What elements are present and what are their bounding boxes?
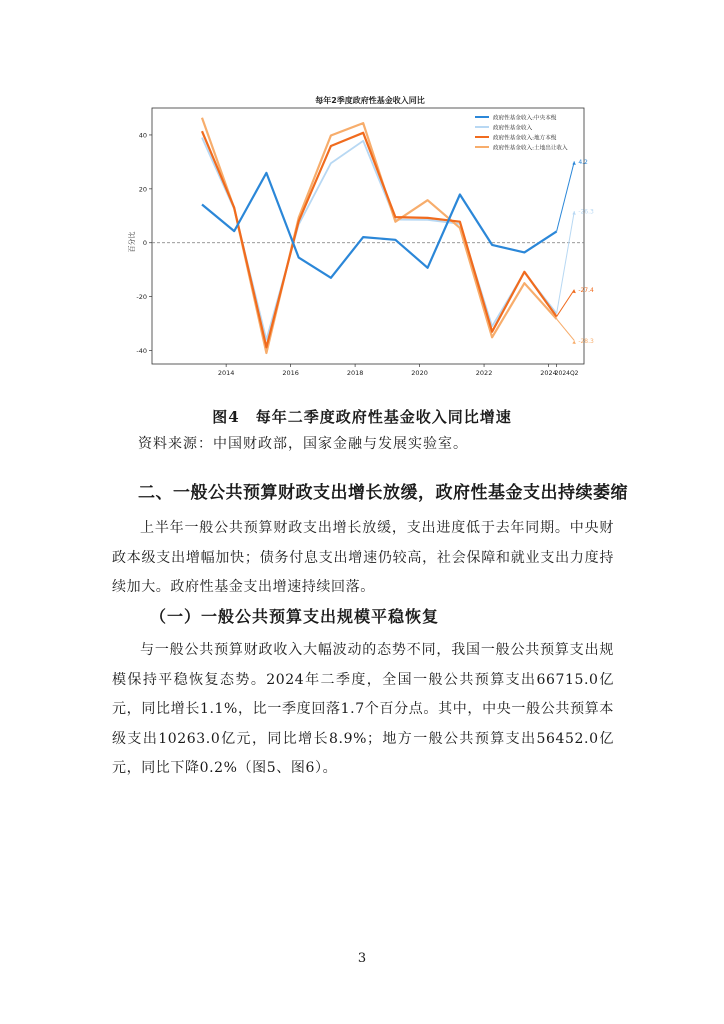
section-paragraph-1: 上半年一般公共预算财政支出增长放缓，支出进度低于去年同期。中央财政本级支出增幅加快；债务付息支出增速仍较高，社会保障和就业支出力度持续加大。政府性基金支出增速持续回落。 [112,520,614,595]
series-3-point [265,352,267,354]
end-value-label-2: -27.4 [578,287,594,295]
figure-source: 资料来源：中国财政部，国家金融与发展实验室。 [138,436,468,452]
y-tick-label: 40 [138,131,147,140]
x-tick-label: 2022 [475,369,493,377]
series-2-point [459,221,461,223]
y-axis-label: 百分比 [128,231,136,253]
series-2-point [330,145,332,147]
end-annotation-arrow-1 [557,211,575,313]
series-0-point [330,277,332,279]
x-tick-label: 2020 [411,369,428,377]
end-annotation-arrow-0 [557,161,575,231]
x-tick-label: 2016 [282,369,299,377]
series-2-point [427,217,429,219]
y-tick-label: -40 [136,347,147,356]
y-tick-label: 0 [142,239,147,248]
series-0-point [298,256,300,258]
page-number: 3 [357,951,367,966]
series-2-point [491,331,493,333]
series-3-point [491,336,493,338]
series-3-point [201,117,203,119]
series-2-point [523,271,525,273]
chart-title: 每年2季度政府性基金收入同比 [315,96,425,105]
series-0-point [459,193,461,195]
series-0-point [491,244,493,246]
series-3-point [427,199,429,201]
section-heading: 二、一般公共预算财政支出增长放缓，政府性基金支出持续萎缩 [138,483,628,503]
series-2-point [394,216,396,218]
series-0-point [201,203,203,205]
section-paragraph-2: 与一般公共预算财政收入大幅波动的态势不同，我国一般公共预算支出规模保持平稳恢复态势。2024年二季度，全国一般公共预算支出66715.0亿元，同比增长1.1%，比一季度回落1.7个百分点。其中，中央一般公共预算本级支出10263.0亿元，同比增长8.9%；地方一般公共预算支出56452.0亿元，同比下降0.2%（图5、图6）。 [112,642,614,776]
legend-entry: 政府性基金收入 [493,125,533,132]
figure-caption: 图4 每年二季度政府性基金收入同比增速 [212,408,512,426]
end-annotation-arrow-3 [557,319,575,341]
y-tick-label: 20 [138,185,147,194]
series-3-point [394,221,396,223]
series-line-3 [202,118,557,353]
end-value-label-3: -28.3 [578,338,594,346]
subsection-heading: （一）一般公共预算支出规模平稳恢复 [150,607,440,626]
series-2-point [298,220,300,222]
end-annotation-arrow-2 [557,290,575,317]
end-annotation-arrowhead-3 [572,341,576,345]
y-tick-label: -20 [136,293,147,302]
x-tick-label: 2014 [217,369,235,377]
x-tick-label: 2024 [540,369,557,377]
end-value-label-0: 4.2 [578,158,588,166]
series-2-point [265,346,267,348]
end-annotation-arrowhead-0 [572,161,576,165]
series-line-0 [202,173,557,278]
series-1-point [362,140,364,142]
chart-legend [475,114,568,152]
series-0-point [427,267,429,269]
series-0-point [523,251,525,253]
series-3-point [362,122,364,124]
end-annotation-arrowhead-1 [572,211,576,215]
series-0-point [233,230,235,232]
series-2-point [233,207,235,209]
series-2-point [201,130,203,132]
series-0-point [394,239,396,241]
series-2-point [362,132,364,134]
series-1-point [330,162,332,164]
legend-entry: 政府性基金收入:中央本级 [493,115,557,122]
series-3-point [330,134,332,136]
revenue-growth-line-chart [118,88,618,388]
series-0-point [265,172,267,174]
legend-entry: 政府性基金收入:地方本级 [493,135,557,142]
series-0-point [362,236,364,238]
x-tick-label: 2018 [346,369,364,377]
series-1-point [201,137,203,139]
series-3-point [523,282,525,284]
end-value-label-1: -26.3 [578,208,594,216]
x-tick-label-latest: 2024Q2 [554,370,579,377]
legend-entry: 政府性基金收入:土地出让收入 [493,145,568,152]
